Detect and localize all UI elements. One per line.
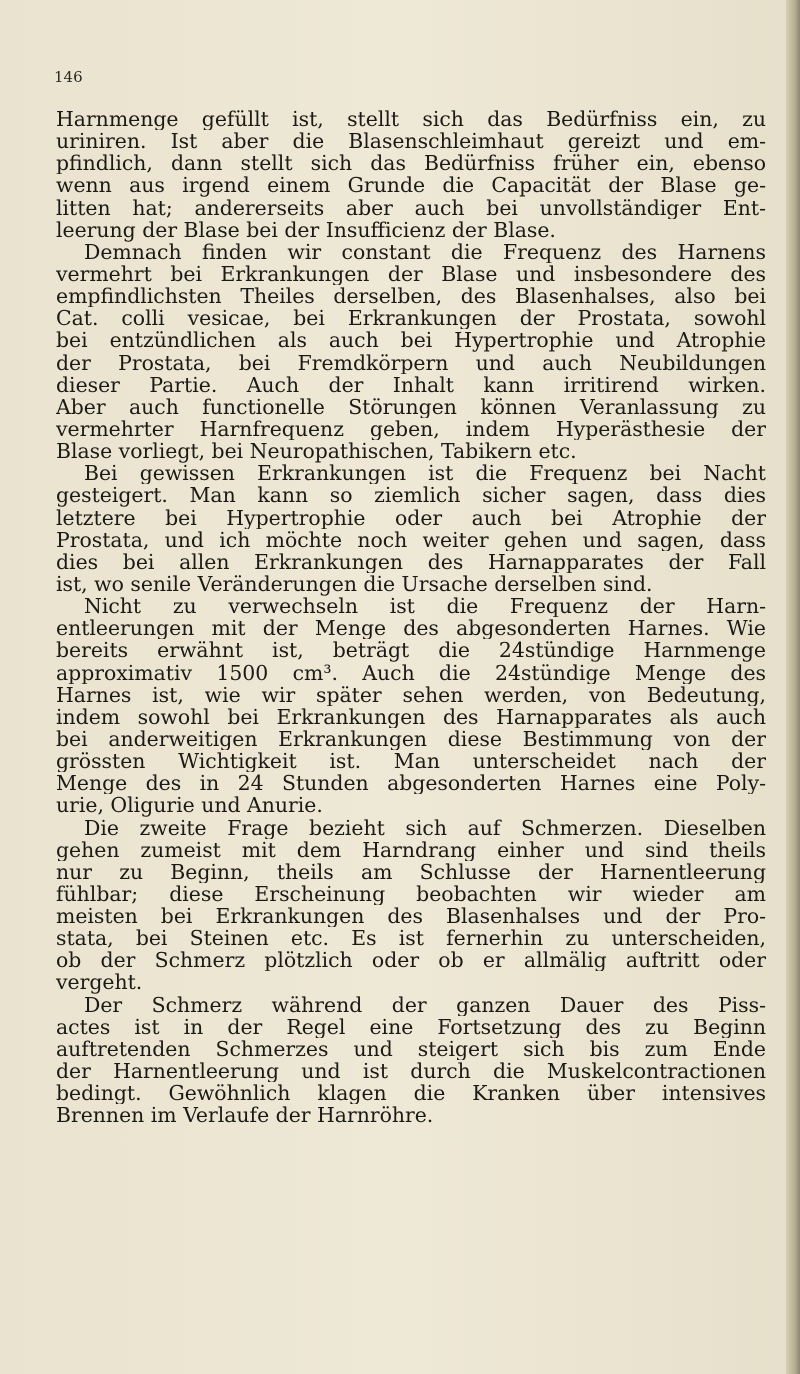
text-line: indem sowohl bei Erkrankungen des Harnapparates als auch	[56, 705, 766, 728]
text-line: meisten bei Erkrankungen des Blasenhalses und der Pro-	[56, 905, 766, 928]
text-line: Blase vorliegt, bei Neuropathischen, Tabikern etc.	[56, 439, 577, 464]
text-line: der Prostata, bei Fremdkörpern und auch Neubildungen	[56, 351, 766, 374]
text-line: nur zu Beginn, theils am Schlusse der Harnentleerung	[56, 860, 766, 883]
text-line: approximativ 1500 cm³. Auch die 24stündige Menge des	[56, 661, 766, 684]
text-line: Der Schmerz während der ganzen Dauer des Piss-	[84, 993, 766, 1016]
text-line: stata, bei Steinen etc. Es ist fernerhin zu unterscheiden,	[56, 927, 766, 950]
text-line: bereits erwähnt ist, beträgt die 24stündige Harnmenge	[56, 639, 766, 662]
text-line: Cat. colli vesicae, bei Erkrankungen der Prostata, sowohl	[56, 307, 766, 330]
text-line: gehen zumeist mit dem Harndrang einher und sind theils	[56, 838, 766, 861]
text-line: dieser Partie. Auch der Inhalt kann irritirend wirken.	[56, 373, 766, 396]
text-line: Aber auch functionelle Störungen können Veranlassung zu	[56, 395, 766, 418]
text-line: entleerungen mit der Menge des abgesonderten Harnes. Wie	[56, 617, 766, 640]
text-line: Harnes ist, wie wir später sehen werden, von Bedeutung,	[56, 683, 766, 706]
text-line: Bei gewissen Erkrankungen ist die Frequenz bei Nacht	[84, 462, 766, 485]
text-line: der Harnentleerung und ist durch die Muskelcontractionen	[56, 1060, 766, 1083]
page-number: 146	[54, 68, 83, 86]
text-line: bedingt. Gewöhnlich klagen die Kranken über intensives	[56, 1082, 766, 1105]
text-line: empfindlichsten Theiles derselben, des Blasenhalses, also bei	[56, 285, 766, 308]
text-line: uriniren. Ist aber die Blasenschleimhaut gereizt und em-	[56, 130, 766, 153]
text-line: pfindlich, dann stellt sich das Bedürfniss früher ein, ebenso	[56, 152, 766, 175]
text-line: Die zweite Frage bezieht sich auf Schmerzen. Dieselben	[84, 816, 766, 839]
body-text	[56, 108, 766, 1126]
text-line: Brennen im Verlaufe der Harnröhre.	[56, 1103, 434, 1128]
text-line: Prostata, und ich möchte noch weiter gehen und sagen, dass	[56, 528, 766, 551]
page-edge	[786, 0, 800, 1374]
text-line: grössten Wichtigkeit ist. Man unterscheidet nach der	[56, 750, 766, 773]
text-line: Menge des in 24 Stunden abgesonderten Harnes eine Poly-	[56, 772, 766, 795]
text-line: ist, wo senile Veränderungen die Ursache derselben sind.	[56, 571, 653, 596]
text-line: urie, Oligurie und Anurie.	[56, 793, 323, 818]
text-line: vergeht.	[56, 970, 143, 995]
text-line: auftretenden Schmerzes und steigert sich bis zum Ende	[56, 1037, 766, 1061]
text-line: actes ist in der Regel eine Fortsetzung des zu Beginn	[56, 1015, 766, 1038]
text-line: bei entzündlichen als auch bei Hypertrophie und Atrophie	[56, 329, 766, 352]
text-line: fühlbar; diese Erscheinung beobachten wir wieder am	[56, 882, 766, 906]
text-line: Nicht zu verwechseln ist die Frequenz der Harn-	[84, 595, 766, 618]
text-line: leerung der Blase bei der Insufficienz der Blase.	[56, 217, 556, 242]
text-line: bei anderweitigen Erkrankungen diese Bestimmung von der	[56, 727, 766, 751]
text-line: letztere bei Hypertrophie oder auch bei Atrophie der	[56, 506, 766, 529]
text-line: gesteigert. Man kann so ziemlich sicher sagen, dass dies	[56, 484, 766, 507]
text-line: wenn aus irgend einem Grunde die Capacität der Blase ge-	[56, 174, 766, 197]
text-line: dies bei allen Erkrankungen des Harnapparates der Fall	[56, 550, 766, 573]
text-line: vermehrter Harnfrequenz geben, indem Hyperästhesie der	[56, 417, 766, 441]
text-line: litten hat; andererseits aber auch bei unvollständiger Ent-	[56, 196, 766, 219]
text-line: vermehrt bei Erkrankungen der Blase und insbesondere des	[56, 262, 766, 286]
text-line: ob der Schmerz plötzlich oder ob er allmälig auftritt oder	[56, 949, 766, 972]
text-line: Harnmenge gefüllt ist, stellt sich das Bedürfniss ein, zu	[56, 108, 766, 131]
text-line: Demnach finden wir constant die Frequenz des Harnens	[84, 240, 766, 263]
